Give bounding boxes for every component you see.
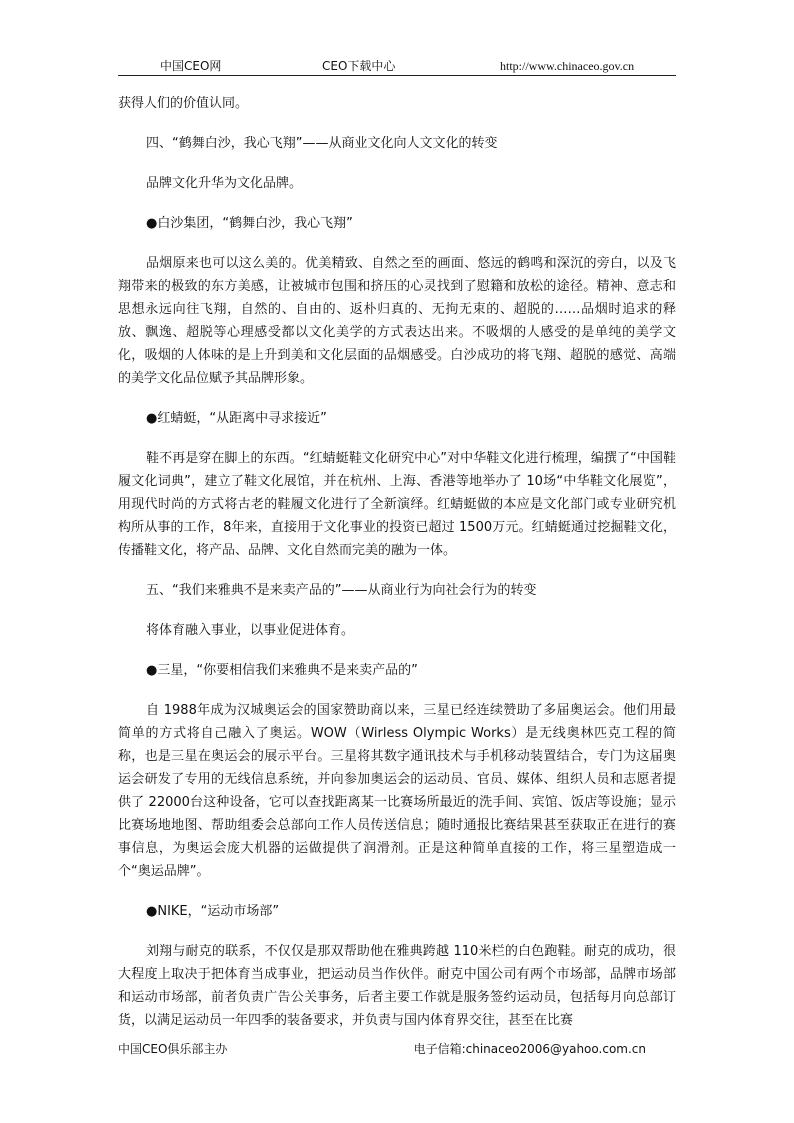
header-site-name: 中国CEO网	[160, 59, 222, 73]
header-url: http://www.chinaceo.gov.cn	[500, 59, 635, 73]
case-heading-hongqingting: ●红蜻蜓，“从距离中寻求接近”	[146, 411, 327, 426]
footer-email: 电子信箱:chinaceo2006@yahoo.com.cn	[413, 1042, 646, 1056]
paragraph-continuation: 获得人们的价值认同。	[118, 96, 249, 111]
header-section: CEO下载中心	[322, 59, 396, 73]
section-heading-5: 五、“我们来雅典不是来卖产品的”——从商业行为向社会行为的转变	[146, 583, 537, 598]
page-footer	[118, 1040, 676, 1058]
footer-organizer: 中国CEO俱乐部主办	[118, 1042, 228, 1056]
section-heading-4: 四、“鹤舞白沙，我心飞翔”——从商业文化向人文文化的转变	[146, 136, 498, 151]
case-heading-nike: ●NIKE，“运动市场部”	[146, 904, 280, 919]
paragraph-nike: 刘翔与耐克的联系，不仅仅是那双帮助他在雅典跨越 110米栏的白色跑鞋。耐克的成功，很大程度上取决于把体育当成事业，把运动员当作伙伴。耐克中国公司有两个市场部，品牌市场部和运动市场部，前者负责广告公关事务，后者主要工作就是服务签约运动员，包括每月向总部订货，以满足运动员一年四季的装备要求，并负责与国内体育界交往，甚至在比赛	[118, 944, 676, 1028]
paragraph-baisha: 品烟原来也可以这么美的。优美精致、自然之至的画面、悠远的鹤鸣和深沉的旁白，以及飞翔带来的极致的东方美感，让被城市包围和挤压的心灵找到了慰籍和放松的途径。精神、意志和思想永远向往飞翔，自然的、自由的、返朴归真的、无拘无束的、超脱的……品烟时追求的释放、飘逸、超脱等心理感受都以文化美学的方式表达出来。不吸烟的人感受的是单纯的美学文化，吸烟的人体味的是上升到美和文化层面的品烟感受。白沙成功的将飞翔、超脱的感觉、高端的美学文化品位赋予其品牌形象。	[118, 256, 676, 386]
document-body	[118, 92, 676, 1032]
case-heading-samsung: ●三星，“你要相信我们来雅典不是来卖产品的”	[146, 663, 418, 678]
page-header	[118, 58, 676, 76]
section-lead-5: 将体育融入事业，以事业促进体育。	[146, 623, 355, 638]
paragraph-hongqingting: 鞋不再是穿在脚上的东西。“红蜻蜓鞋文化研究中心”对中华鞋文化进行梳理，编撰了“中国鞋履文化词典”，建立了鞋文化展馆，并在杭州、上海、香港等地举办了 10场“中华鞋文化展览”，用现代时尚的方式将古老的鞋履文化进行了全新演绎。红蜻蜓做的本应是文化部门或专业研究机构所从事的工作，8年来，直接用于文化事业的投资已超过 1500万元。红蜻蜓通过挖掘鞋文化，传播鞋文化，将产品、品牌、文化自然而完美的融为一体。	[118, 451, 676, 558]
section-lead-4: 品牌文化升华为文化品牌。	[146, 176, 303, 191]
paragraph-samsung: 自 1988年成为汉城奥运会的国家赞助商以来，三星已经连续赞助了多届奥运会。他们用最简单的方式将自己融入了奥运。WOW（Wirless Olympic Works）是无线奥林匹克工程的简称，也是三星在奥运会的展示平台。三星将其数字通讯技术与手机移动装置结合，专门为这届奥运会研发了专用的无线信息系统，并向参加奥运会的运动员、官员、媒体、组织人员和志愿者提供了 22000台这种设备，它可以查找距离某一比赛场所最近的洗手间、宾馆、饭店等设施；显示比赛场地地图、帮助组委会总部向工作人员传送信息；随时通报比赛结果甚至获取正在进行的赛事信息，为奥运会庞大机器的运做提供了润滑剂。正是这种简单直接的工作，将三星塑造成一个“奥运品牌”。	[118, 703, 676, 879]
case-heading-baisha: ●白沙集团，“鹤舞白沙，我心飞翔”	[146, 216, 353, 231]
